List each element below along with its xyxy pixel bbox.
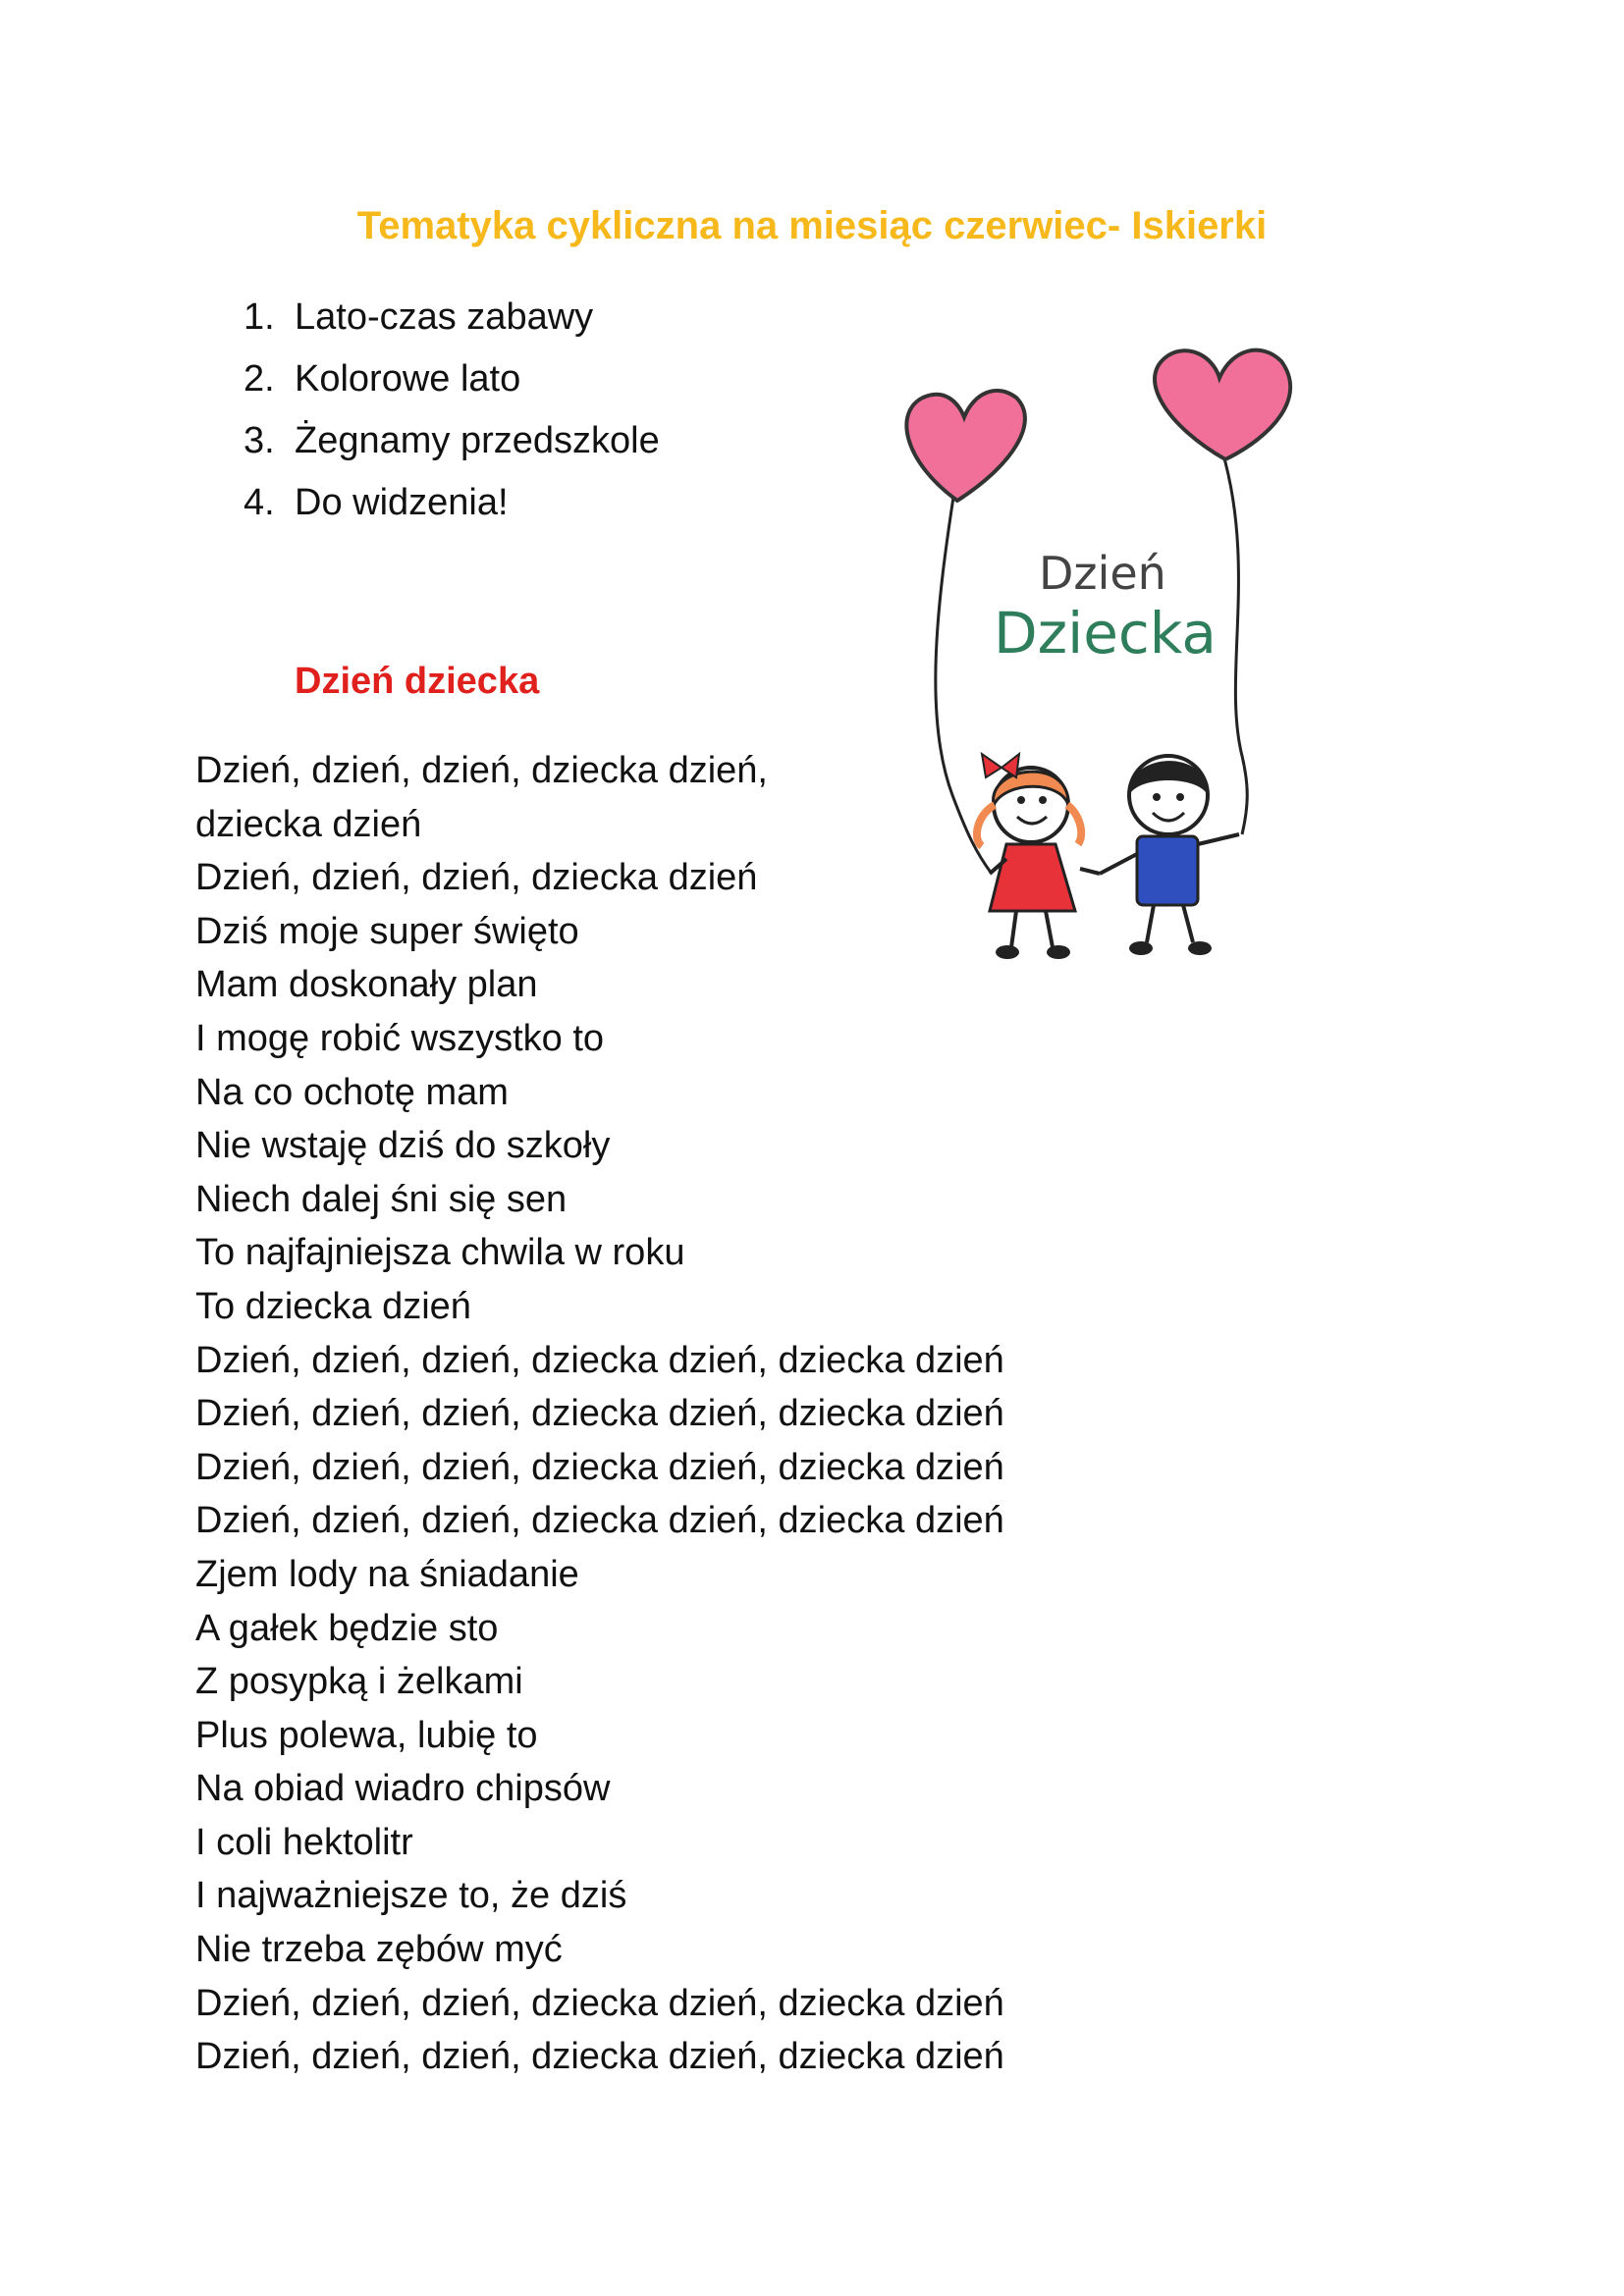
lyric-line: I coli hektolitr bbox=[195, 1821, 413, 1863]
lyric-line: Dzień, dzień, dzień, dziecka dzień, dziecka dzień bbox=[195, 1339, 1004, 1381]
page-title: Tematyka cykliczna na miesiąc czerwiec- Iskierki bbox=[356, 204, 1268, 247]
lyric-line: Z posypką i żelkami bbox=[195, 1661, 523, 1703]
topic-item bbox=[244, 410, 660, 472]
childrens-day-illustration bbox=[884, 344, 1296, 972]
lyric-line: Plus polewa, lubię to bbox=[195, 1714, 538, 1756]
right-balloon-string bbox=[1222, 452, 1247, 834]
lyric-line: Mam doskonały plan bbox=[195, 964, 538, 1006]
topic-label: Kolorowe lato bbox=[295, 358, 521, 400]
lyric-line: Zjem lody na śniadanie bbox=[195, 1553, 579, 1595]
song-title: Dzień dziecka bbox=[295, 661, 540, 702]
lyric-line: dziecka dzień bbox=[195, 803, 422, 845]
topic-number: 1. bbox=[244, 296, 275, 338]
lyric-line: Dzień, dzień, dzień, dziecka dzień, dziecka dzień bbox=[195, 1446, 1004, 1488]
left-heart-balloon bbox=[906, 391, 1025, 501]
lyric-line: Nie wstaję dziś do szkoły bbox=[195, 1125, 611, 1167]
lyric-line: To dziecka dzień bbox=[195, 1285, 471, 1327]
topic-item bbox=[244, 348, 660, 410]
topic-item bbox=[244, 472, 660, 534]
topic-number: 2. bbox=[244, 358, 275, 400]
lyric-line: Dzień, dzień, dzień, dziecka dzień, dziecka dzień bbox=[195, 1393, 1004, 1435]
lyric-line: Na co ochotę mam bbox=[195, 1071, 509, 1113]
boy-figure bbox=[1080, 756, 1239, 955]
lyric-line: Nie trzeba zębów myć bbox=[195, 1929, 563, 1971]
topic-item bbox=[244, 287, 660, 348]
lyric-line: Dzień, dzień, dzień, dziecka dzień, bbox=[195, 750, 768, 791]
topic-number: 3. bbox=[244, 420, 275, 461]
topic-label: Lato-czas zabawy bbox=[295, 296, 594, 338]
logo-text-dziecka: Dziecka bbox=[994, 600, 1217, 667]
lyric-line: Dzień, dzień, dzień, dziecka dzień, dziecka dzień bbox=[195, 1982, 1004, 2024]
lyric-line: Na obiad wiadro chipsów bbox=[195, 1768, 611, 1810]
lyric-line: Dziś moje super święto bbox=[195, 910, 579, 952]
topic-number: 4. bbox=[244, 482, 275, 523]
topic-label: Do widzenia! bbox=[295, 482, 509, 523]
lyric-line: A gałek będzie sto bbox=[195, 1607, 499, 1649]
girl-figure bbox=[977, 754, 1081, 959]
lyric-line: Dzień, dzień, dzień, dziecka dzień, dziecka dzień bbox=[195, 1500, 1004, 1542]
lyric-line: I najważniejsze to, że dziś bbox=[195, 1875, 627, 1917]
right-heart-balloon bbox=[1155, 350, 1290, 459]
topics-list bbox=[244, 287, 660, 534]
lyric-line: Dzień, dzień, dzień, dziecka dzień bbox=[195, 857, 758, 899]
lyric-line: Niech dalej śni się sen bbox=[195, 1178, 568, 1220]
lyric-line: I mogę robić wszystko to bbox=[195, 1017, 605, 1059]
logo-text-dzien: Dzień bbox=[1039, 547, 1166, 600]
topic-label: Żegnamy przedszkole bbox=[295, 420, 660, 461]
lyric-line: Dzień, dzień, dzień, dziecka dzień, dziecka dzień bbox=[195, 2036, 1004, 2078]
lyric-line: To najfajniejsza chwila w roku bbox=[195, 1232, 685, 1274]
